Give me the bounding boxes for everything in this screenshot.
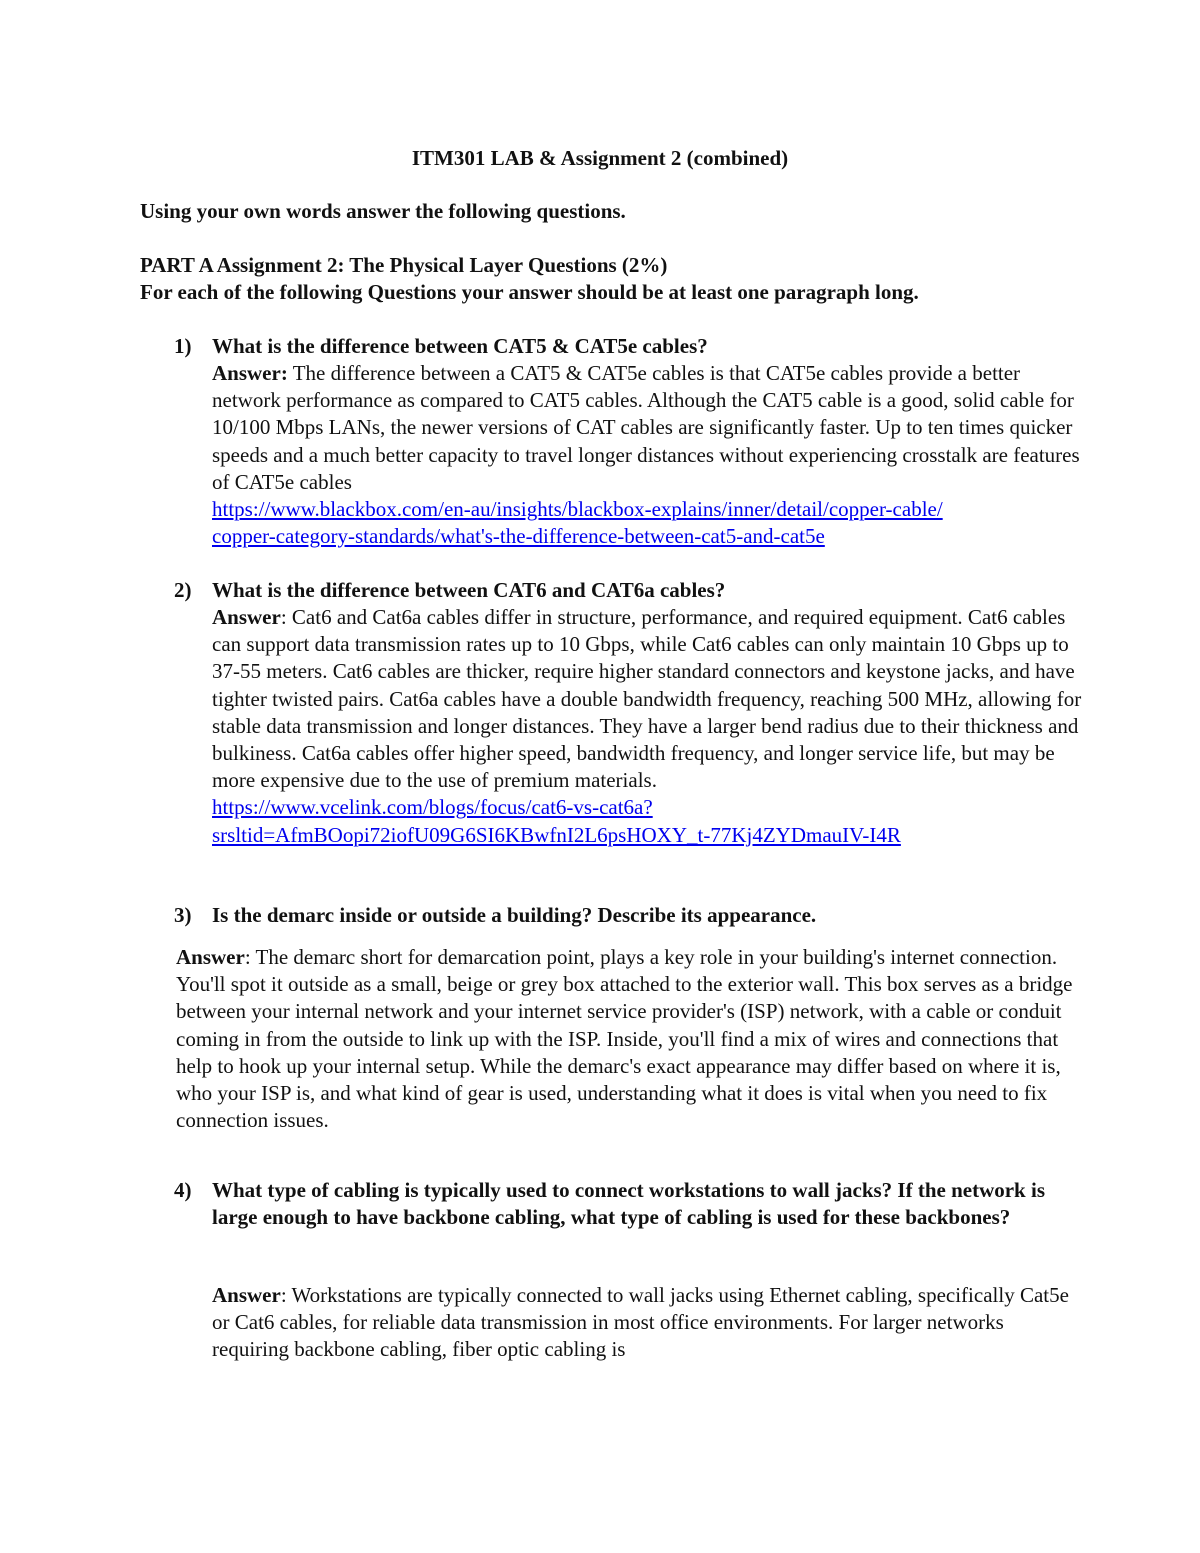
instructions: Using your own words answer the following questions. xyxy=(140,199,626,223)
answer-text: : Cat6 and Cat6a cables differ in structure, performance, and required equipment. Cat6 cables can support data transmission rates up to 10 Gbps, while Cat6 cables can only maintain 10 Gbps up to 37-55 meters. Cat6 cables are thicker, require higher standard connectors and keystone jacks, and have tighter twisted pairs. Cat6a cables have a double bandwidth frequency, reaching 500 MHz, allowing for stable data transmission and longer distances. They have a larger bend radius due to their thickness and bulkiness. Cat6a cables offer higher speed, bandwidth frequency, and longer service life, but may be more expensive due to the use of premium materials. xyxy=(212,605,1082,793)
part-a-header xyxy=(140,252,1100,306)
answer-1 xyxy=(212,360,1082,550)
question-text: What type of cabling is typically used to connect workstations to wall jacks? If the network is large enough to have backbone cabling, what type of cabling is used for these backbones? xyxy=(212,1178,1045,1230)
answer-label: Answer xyxy=(176,945,245,969)
question-text: What is the difference between CAT5 & CAT5e cables? xyxy=(212,334,708,358)
answer-4 xyxy=(212,1282,1082,1364)
part-a-subheading: For each of the following Questions your answer should be at least one paragraph long. xyxy=(140,280,919,305)
reference-link[interactable]: https://www.vcelink.com/blogs/focus/cat6-vs-cat6a? srsltid=AfmBOopi72iofU09G6SI6KBwfnI2L6psHOXY_t-77Kj4ZYDmauIV-I4R xyxy=(212,795,901,847)
answer-label: Answer: xyxy=(212,361,288,385)
answer-text: : The demarc short for demarcation point, plays a key role in your building's internet connection. You'll spot it outside as a small, beige or grey box attached to the exterior wall. This box serves as a bridge between your internal network and your internet service provider's (ISP) network, with a cable or conduit coming in from the outside to link up with the ISP. Inside, you'll find a mix of wires and connections that help to hook up your internal setup. While the demarc's exact appearance may differ based on where it is, who your ISP is, and what kind of gear is used, understanding what it does is vital when you need to fix connection issues. xyxy=(176,945,1073,1133)
part-a-heading: PART A Assignment 2: The Physical Layer Questions (2%) xyxy=(140,253,668,277)
answer-label: Answer xyxy=(212,1283,281,1307)
reference-link[interactable]: https://www.blackbox.com/en-au/insights/blackbox-explains/inner/detail/copper-cable/ copper-category-standards/what's-the-difference-between-cat5-and-cat5e xyxy=(212,497,943,549)
answer-label: Answer xyxy=(212,605,281,629)
question-number: 1) xyxy=(174,334,192,358)
question-text: What is the difference between CAT6 and CAT6a cables? xyxy=(212,578,726,602)
answer-text: The difference between a CAT5 & CAT5e cables is that CAT5e cables provide a better network performance as compared to CAT5 cables. Although the CAT5 cable is a good, solid cable for 10/100 Mbps LANs, the newer versions of CAT cables are significantly faster. Up to ten times quicker speeds and a much better capacity to travel longer distances without experiencing crosstalk are features of CAT5e cables xyxy=(212,361,1080,494)
question-number: 3) xyxy=(174,903,192,927)
question-number: 2) xyxy=(174,578,192,602)
answer-text: : Workstations are typically connected to wall jacks using Ethernet cabling, specifically Cat5e or Cat6 cables, for reliable data transmission in most office environments. For larger networks requiring backbone cabling, fiber optic cabling is xyxy=(212,1283,1069,1362)
answer-3 xyxy=(176,944,1076,1134)
question-text: Is the demarc inside or outside a building? Describe its appearance. xyxy=(212,903,817,927)
question-number: 4) xyxy=(174,1178,192,1202)
answer-2 xyxy=(212,604,1082,849)
document-title: ITM301 LAB & Assignment 2 (combined) xyxy=(411,146,789,170)
